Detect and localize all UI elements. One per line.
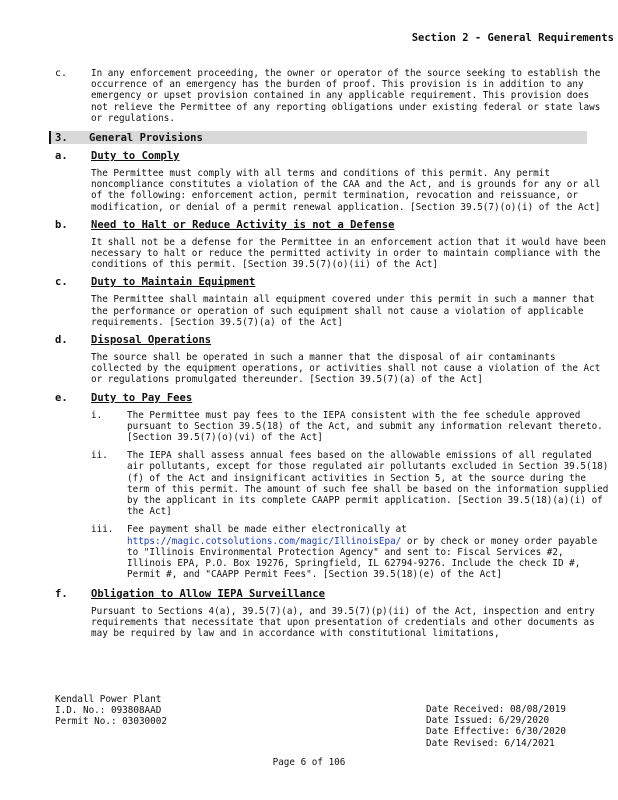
item-text-post: or by check or money order payable to "Illinois Environmental Protection Agency" and sent to: Fiscal Services #2, Illinois EPA, P.O. Box 19276, Springfield, IL 62794-9276. Include the check ID #, Permit #, and "CAAPP Permit Fees". [Section 39.5(18)(e) of the Act] [127,535,598,581]
subsection-heading [55,334,610,346]
subsection-d [55,334,610,386]
subsection-letter: d. [55,334,68,347]
section-heading [49,131,587,144]
subsection-heading [55,219,610,231]
subsection-heading [55,588,610,600]
intro-text: In any enforcement proceeding, the owner or operator of the source seeking to establish the occurrence of an emergency has the burden of proof. This provision is in addition to any emergency or upset provision contained in any applicable requirement. This provision does not relieve the Permittee of any reporting obligations under existing federal or state laws or regulations. [91,68,601,124]
subsection-letter: b. [55,218,68,231]
permit-number: Permit No.: 03030002 [55,716,167,727]
page-number: Page 6 of 106 [272,757,346,768]
item-number: ii. [91,450,108,462]
item-text [127,524,610,580]
subsection-f [55,588,610,640]
subsection-text: The Permittee must comply with all terms and conditions of this permit. Any permit noncompliance constitutes a violation of the CAA and the Act, and is grounds for any or all of the following: enforcement action, permit termination, revocation and reissuance, or modification, or denial of a permit renewal application. [Section 39.5(7)(o)(i) of the Act] [91,168,601,213]
subsection-text: Pursuant to Sections 4(a), 39.5(7)(a), and 39.5(7)(p)(ii) of the Act, inspection and entry requirements that necessitate that upon presentation of credentials and other documents as may be required by law and in accordance with constitutional limitations, [91,605,595,639]
subsection-heading [55,392,610,404]
subsection-a [55,150,610,213]
date-issued: Date Issued: 6/29/2020 [426,715,550,727]
facility-id: I.D. No.: 093808AAD [55,705,162,716]
footer-facility-info [55,694,167,727]
subsection-title: Disposal Operations [91,334,212,347]
subsection-title: Duty to Maintain Equipment [91,276,256,289]
section-number: 3. [55,131,68,144]
facility-name: Kendall Power Plant [55,694,162,705]
subsection-heading [55,276,610,288]
item-text-pre: Fee payment shall be made either electronically at [127,524,407,536]
subsection-c [55,276,610,328]
subsection-b [55,219,610,271]
date-received: Date Received: 08/08/2019 [426,704,566,715]
date-revised: Date Revised: 6/14/2021 [426,737,555,749]
subsection-heading [55,150,610,162]
subsection-title: Obligation to Allow IEPA Surveillance [91,587,325,600]
section-title: General Provisions [89,131,203,144]
subsection-e [55,392,610,581]
item-text: The Permittee must pay fees to the IEPA consistent with the fee schedule approved pursuant to Section 39.5(18) of the Act, and submit any information relevant thereto. [Section 39.5(7)(o)(vi) of the Act] [127,409,603,444]
page-header: Section 2 - General Requirements [411,32,614,44]
subsection-text: The Permittee shall maintain all equipment covered under this permit in such a manner that the performance or operation of such equipment shall not cause a violation of applicable requirements. [Section 39.5(7)(a) of the Act] [91,294,595,328]
payment-link[interactable]: https://magic.cotsolutions.com/magic/IllinoisEpa/ [127,535,402,547]
intro-letter: c. [55,68,68,79]
subsection-letter: e. [55,391,68,404]
list-item [91,410,610,444]
subsection-letter: f. [55,587,68,600]
page-content [55,68,610,645]
list-item [91,524,610,580]
subsection-letter: c. [55,276,68,289]
item-text: The IEPA shall assess annual fees based on the allowable emissions of all regulated air pollutants, except for those regulated air pollutants excluded in Section 39.5(18)(f) of the Act and insignificant activities in Section 5, at the source during the term of this permit. The amount of such fee shall be based on the information supplied by the applicant in its complete CAAPP permit application. [Section 39.5(18)(a)(i) of the Act] [127,450,609,518]
intro-paragraph [55,68,610,124]
fee-items [55,410,610,581]
subsection-letter: a. [55,150,68,163]
list-item [91,450,610,517]
item-number: iii. [91,524,114,536]
footer-dates [426,704,566,749]
subsection-title: Duty to Pay Fees [91,391,193,404]
item-number: i. [91,409,103,421]
subsection-title: Need to Halt or Reduce Activity is not a Defense [91,218,395,231]
subsection-text: The source shall be operated in such a manner that the disposal of air contaminants collected by the equipment operations, or activities shall not cause a violation of the Act or regulations promulgated thereunder. [Section 39.5(7)(a) of the Act] [91,352,601,386]
date-effective: Date Effective: 6/30/2020 [426,726,566,738]
subsection-text: It shall not be a defense for the Permittee in an enforcement action that it would have been necessary to halt or reduce the permitted activity in order to maintain compliance with the conditions of this permit. [Section 39.5(7)(o)(ii) of the Act] [91,236,606,271]
subsection-title: Duty to Comply [91,150,180,163]
